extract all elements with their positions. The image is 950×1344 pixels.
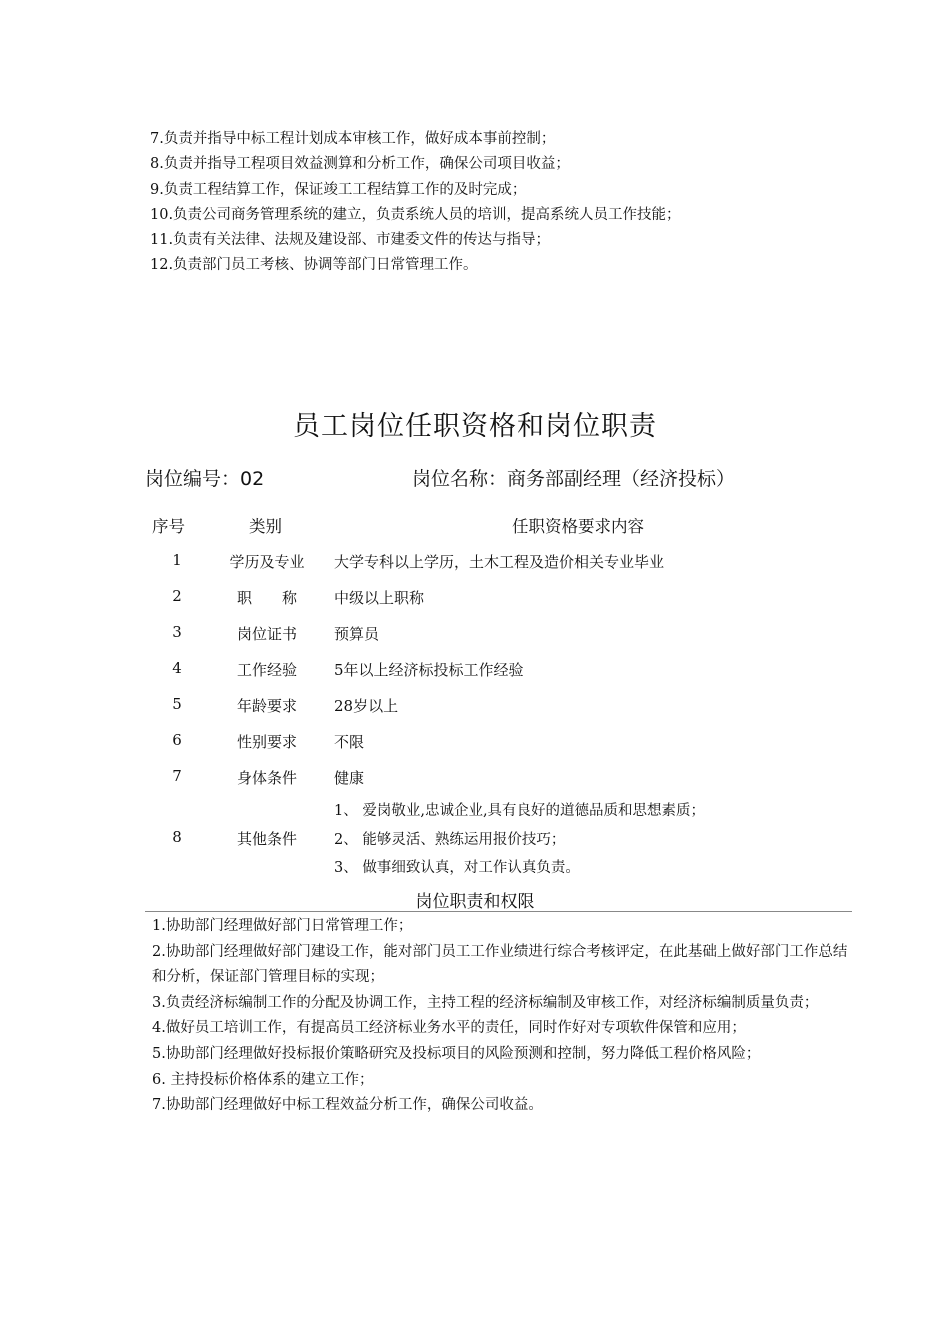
row-category: 性别要求 — [236, 733, 297, 751]
header-category: 类别 — [249, 517, 282, 536]
list-item: 3、 做事细致认真，对工作认真负责。 — [334, 860, 580, 876]
list-item: 3.负责经济标编制工作的分配及协调工作，主持工程的经济标编制及审核工作，对经济标编制质量负责； — [152, 994, 819, 1011]
list-item: 8.负责并指导工程项目效益测算和分析工作，确保公司项目收益； — [150, 156, 570, 173]
list-item: 11.负责有关法律、法规及建设部、市建委文件的传达与指导； — [150, 232, 551, 249]
row-category: 工作经验 — [236, 661, 297, 679]
duties-list — [152, 914, 852, 1119]
row-no: 1 — [172, 551, 182, 569]
table-row — [0, 587, 950, 623]
row-no: 2 — [172, 587, 182, 605]
row-no: 7 — [172, 767, 182, 785]
divider — [145, 911, 852, 912]
row-value: 28岁以上 — [334, 697, 399, 715]
header-content: 任职资格要求内容 — [512, 517, 644, 536]
row-category: 其他条件 — [236, 830, 297, 848]
row-value: 5年以上经济标投标工作经验 — [334, 661, 524, 679]
post-name: 岗位名称：商务部副经理（经济投标） — [412, 468, 736, 490]
table-row — [0, 695, 950, 731]
row-value: 大学专科以上学历，土木工程及造价相关专业毕业 — [334, 553, 665, 571]
list-item: 12.负责部门员工考核、协调等部门日常管理工作。 — [150, 257, 478, 274]
list-item: 1.协助部门经理做好部门日常管理工作； — [152, 918, 413, 934]
post-number: 岗位编号：02 — [145, 468, 265, 490]
row-no: 8 — [172, 828, 182, 846]
list-item: 6. 主持投标价格体系的建立工作； — [152, 1071, 374, 1088]
table-row — [0, 731, 950, 767]
row-category: 身体条件 — [236, 769, 297, 787]
table-row — [0, 659, 950, 695]
list-item: 1、 爱岗敬业,忠诚企业,具有良好的道德品质和思想素质； — [334, 803, 706, 819]
row-category: 岗位证书 — [236, 625, 297, 643]
row-category: 学历及专业 — [229, 553, 305, 571]
list-item: 2.协助部门经理做好部门建设工作，能对部门员工工作业绩进行综合考核评定，在此基础上做好部门工作总结和分析，保证部门管理目标的实现； — [152, 943, 848, 986]
row-value: 健康 — [334, 769, 365, 787]
row-category: 年龄要求 — [236, 697, 297, 715]
list-item: 10.负责公司商务管理系统的建立，负责系统人员的培训，提高系统人员工作技能； — [150, 206, 681, 223]
row-no: 4 — [172, 659, 182, 677]
list-item: 9.负责工程结算工作，保证竣工工程结算工作的及时完成； — [150, 181, 527, 198]
page-title: 员工岗位任职资格和岗位职责 — [293, 411, 657, 442]
row-value: 中级以上职称 — [334, 589, 425, 607]
list-item: 2、 能够灵活、熟练运用报价技巧； — [334, 831, 566, 848]
row-no: 5 — [172, 695, 182, 713]
row-value: 不限 — [334, 733, 365, 751]
list-item: 7.协助部门经理做好中标工程效益分析工作，确保公司收益。 — [152, 1097, 543, 1114]
duties-title: 岗位职责和权限 — [415, 892, 535, 912]
row-no: 6 — [172, 731, 182, 749]
row-category: 职 称 — [236, 589, 297, 607]
list-item: 7.负责并指导中标工程计划成本审核工作，做好成本事前控制； — [150, 131, 556, 147]
header-no: 序号 — [152, 517, 185, 536]
previous-duties-list — [150, 127, 870, 279]
list-item: 4.做好员工培训工作，有提高员工经济标业务水平的责任，同时作好对专项软件保管和应用； — [152, 1020, 746, 1037]
row-no: 3 — [172, 623, 182, 641]
table-row — [0, 623, 950, 659]
table-row — [0, 551, 950, 587]
list-item: 5.协助部门经理做好投标报价策略研究及投标项目的风险预测和控制，努力降低工程价格风险； — [152, 1045, 761, 1062]
row-value: 预算员 — [334, 625, 380, 643]
other-conditions-list — [334, 797, 705, 883]
